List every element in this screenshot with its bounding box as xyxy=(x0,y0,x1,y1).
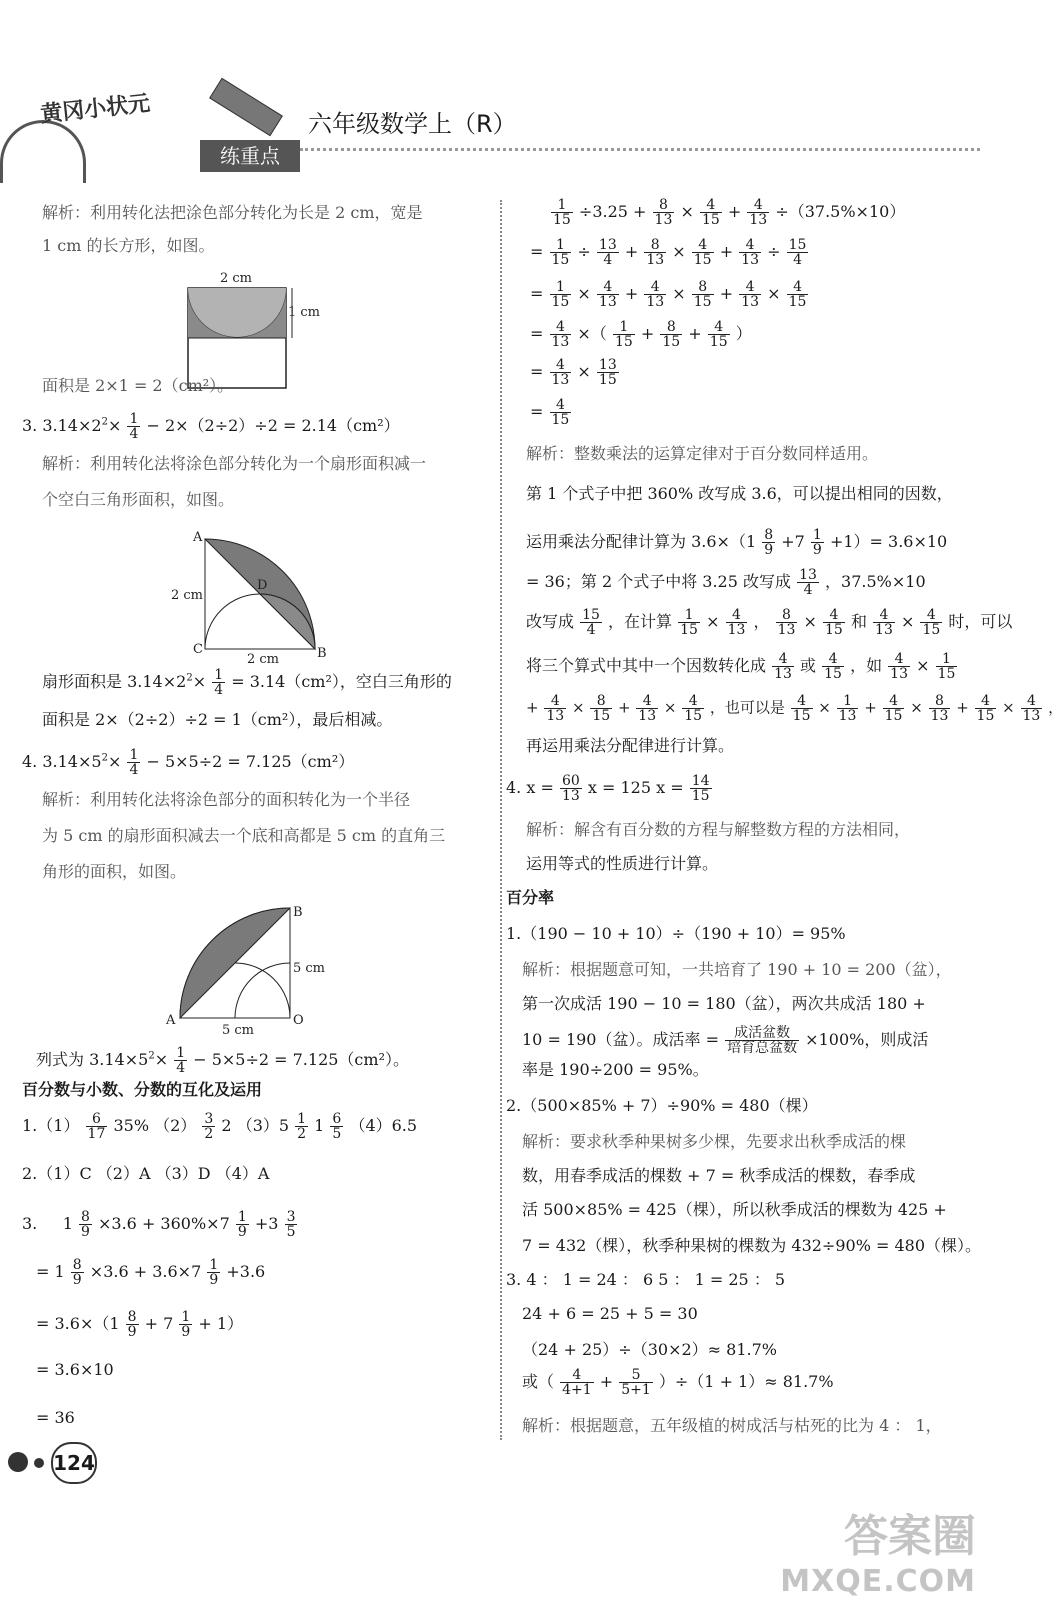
answer-4: 4. x = $\frac{60}{13}$ x = 125 x = $\frac{14}{15}$ xyxy=(506,773,710,804)
answer-line: 2.（500×85% + 7）÷90% = 480（棵） xyxy=(506,1096,818,1115)
text-line: 解析：利用转化法把涂色部分转化为长是 2 cm，宽是 xyxy=(42,203,423,222)
text-line: 解析：整数乘法的运算定律对于百分数同样适用。 xyxy=(526,444,879,463)
right-column xyxy=(500,0,1063,1600)
point-o: O xyxy=(293,1013,304,1028)
answer-4: 4. $3.14\times 5^2\times$ $\frac{1}{4}$ − 5×5÷2 = 7.125（cm²） xyxy=(22,747,355,778)
point-a: A xyxy=(193,530,203,545)
answer-line: 3. 1 $\frac{8}{9}$ ×3.6 + 360%×7 $\frac{1}{9}$ +3 $\frac{3}{5}$ xyxy=(22,1209,296,1240)
fig1-side-label: 1 cm xyxy=(288,305,321,320)
text-line: 解析：利用转化法将涂色部分转化为一个扇形面积减一 xyxy=(42,454,427,473)
text-line: （24 + 25）÷（30×2）≈ 81.7% xyxy=(522,1340,777,1359)
text-line: 1 cm 的长方形，如图。 xyxy=(42,236,215,255)
page-number-badge xyxy=(6,1440,106,1480)
fig2-side-label: 2 cm xyxy=(171,588,204,603)
text-line: 改写成 $\frac{15}{4}$ ，在计算 $\frac{1}{15}$ × $\frac{4}{13}$ ， $\frac{8}{13}$ × $\frac{4}{15}$ 和 $\frac{4}{13}$ × $\frac{4}{15}$ 时，可以 xyxy=(526,607,1013,638)
calc-line: $\frac{1}{15}$ ÷3.25 + $\frac{8}{13}$ × $\frac{4}{15}$ + $\frac{4}{13}$ ÷（37.5%×10） xyxy=(553,197,906,228)
page-number: 124 xyxy=(51,1442,97,1484)
text-line: + $\frac{4}{13}$ × $\frac{8}{15}$ + $\frac{4}{13}$ × $\frac{4}{15}$ ，也可以是 $\frac{4}{15}$ × $\frac{1}{13}$ + $\frac{4}{15}$ × $\frac{8}{13}$ + $\frac{4}{15}$ × $\frac{4}{13}$ ， xyxy=(526,693,1063,724)
calc-line: = $\frac{4}{13}$ ×（ $\frac{1}{15}$ + $\frac{8}{15}$ + $\frac{4}{15}$ ） xyxy=(530,319,752,350)
text-line: 10 = 190（盆）。成活率 = $\frac{\text{成活盆数}}{\text{培育总盆数}}$ ×100%，则成活 xyxy=(522,1025,929,1056)
text-line: 运用乘法分配律计算为 3.6×（1 $\frac{8}{9}$ +7 $\frac{1}{9}$ +1）= 3.6×10 xyxy=(526,527,948,558)
calc-line: = $\frac{4}{13}$ × $\frac{13}{15}$ xyxy=(530,357,617,388)
answer-line: 2.（1）C （2）A （3）D （4）A xyxy=(22,1164,270,1183)
point-b: B xyxy=(293,905,303,920)
answer-line: = 3.6×（1 $\frac{8}{9}$ + 7 $\frac{1}{9}$ + 1） xyxy=(36,1309,244,1340)
text-line: 个空白三角形面积，如图。 xyxy=(42,490,235,509)
section-badge: 练重点 xyxy=(200,140,300,172)
text-line: 再运用乘法分配律进行计算。 xyxy=(526,736,735,755)
text-line: 或（ $\frac{4}{4+1}$ + $\frac{5}{5+1}$ ）÷（1 + 1）≈ 81.7% xyxy=(522,1367,834,1398)
text-line: 解析：根据题意，五年级植的树成活与枯死的比为 4 ： 1， xyxy=(522,1416,942,1435)
answer-line: 1.（190 − 10 + 10）÷（190 + 10）= 95% xyxy=(506,924,846,943)
section-heading: 百分率 xyxy=(506,888,555,907)
fig2-bottom-label: 2 cm xyxy=(247,652,280,667)
point-b: B xyxy=(317,646,327,661)
text-line: 率是 190÷200 = 95%。 xyxy=(522,1060,709,1079)
calc-line: = $\frac{4}{15}$ xyxy=(530,397,570,428)
answer-line: 3. 4 ： 1 = 24 ： 6 5 ： 1 = 25 ： 5 xyxy=(506,1270,786,1289)
figure-quarter-circle xyxy=(160,900,340,1040)
text-line: 解析：解含有百分数的方程与解整数方程的方法相同， xyxy=(526,820,911,839)
text-line: 解析：根据题意可知，一共培育了 190 + 10 = 200（盆）， xyxy=(522,960,952,979)
point-d: D xyxy=(257,578,268,593)
text-line: 解析：利用转化法将涂色部分的面积转化为一个半径 xyxy=(42,790,411,809)
fig3-side-label: 5 cm xyxy=(293,961,326,976)
answer-line: = 36 xyxy=(36,1408,75,1427)
text-line: 24 + 6 = 25 + 5 = 30 xyxy=(522,1304,698,1323)
point-c: C xyxy=(193,642,203,657)
answer-line: = 1 $\frac{8}{9}$ ×3.6 + 3.6×7 $\frac{1}{9}$ +3.6 xyxy=(36,1257,266,1288)
text-line: 运用等式的性质进行计算。 xyxy=(526,854,719,873)
text-line: 将三个算式中其中一个因数转化成 $\frac{4}{13}$ 或 $\frac{4}{15}$ ，如 $\frac{4}{13}$ × $\frac{1}{15}$ xyxy=(526,651,956,682)
text-line: 7 = 432（棵），秋季种果树的棵数为 432÷90% = 480（棵）。 xyxy=(522,1236,982,1255)
text-line: 第 1 个式子中把 360% 改写成 3.6，可以提出相同的因数， xyxy=(526,484,953,503)
point-a: A xyxy=(166,1013,176,1028)
fig3-bottom-label: 5 cm xyxy=(222,1023,255,1038)
fig1-top-label: 2 cm xyxy=(220,271,253,286)
answer-3: 3. $3.14\times 2^2\times$ $\frac{1}{4}$ − 2×（2÷2）÷2 = 2.14（cm²） xyxy=(22,411,400,442)
text-line: 数，用春季成活的棵数 + 7 = 秋季成活的棵数，春季成 xyxy=(522,1166,916,1185)
answer-line: 1.（1） $\frac{6}{17}$ 35% （2） $\frac{3}{2}$ 2 （3）5 $\frac{1}{2}$ 1 $\frac{6}{5}$ （4）6.5 xyxy=(22,1111,418,1142)
book-title: 六年级数学上（R） xyxy=(308,110,517,138)
text-line: 面积是 2×1 = 2（cm²）。 xyxy=(42,376,234,395)
answer-line: = 3.6×10 xyxy=(36,1360,114,1379)
text-line: 为 5 cm 的扇形面积减去一个底和高都是 5 cm 的直角三 xyxy=(42,826,446,845)
dot-icon xyxy=(8,1452,28,1472)
dot-icon xyxy=(34,1458,44,1468)
text-line: 面积是 2×（2÷2）÷2 = 1（cm²），最后相减。 xyxy=(42,710,393,729)
text-line: 第一次成活 190 − 10 = 180（盆），两次共成活 180 + xyxy=(522,994,926,1013)
calc-line: = $\frac{1}{15}$ × $\frac{4}{13}$ + $\frac{4}{13}$ × $\frac{8}{15}$ + $\frac{4}{13}$ × $\frac{4}{15}$ xyxy=(530,279,807,310)
text-line: 解析：要求秋季种果树多少棵，先要求出秋季成活的棵 xyxy=(522,1132,907,1151)
section-heading: 百分数与小数、分数的互化及运用 xyxy=(22,1080,263,1099)
watermark-logo: 答案圈 xyxy=(844,1511,976,1562)
brand-logo: 黄冈小状元 xyxy=(39,91,152,128)
text-line: 角形的面积，如图。 xyxy=(42,862,187,881)
text-line: 活 500×85% = 425（棵），所以秋季成活的棵数为 425 + xyxy=(522,1200,947,1219)
text-line: 扇形面积是 $3.14\times 2^2\times$ $\frac{1}{4}$ = 3.14（cm²），空白三角形的 xyxy=(42,667,452,698)
watermark xyxy=(780,1500,976,1599)
left-column xyxy=(0,0,500,1600)
text-line: = 36；第 2 个式子中将 3.25 改写成 $\frac{13}{4}$ ，37.5%×10 xyxy=(526,567,926,598)
figure-sector-triangle xyxy=(165,525,335,665)
text-line: 列式为 $3.14\times 5^2\times$ $\frac{1}{4}$ − 5×5÷2 = 7.125（cm²）。 xyxy=(36,1045,409,1076)
calc-line: = $\frac{1}{15}$ ÷ $\frac{13}{4}$ + $\frac{8}{13}$ × $\frac{4}{15}$ + $\frac{4}{13}$ ÷ $\frac{15}{4}$ xyxy=(530,237,807,268)
watermark-url: MXQE.COM xyxy=(780,1564,976,1599)
